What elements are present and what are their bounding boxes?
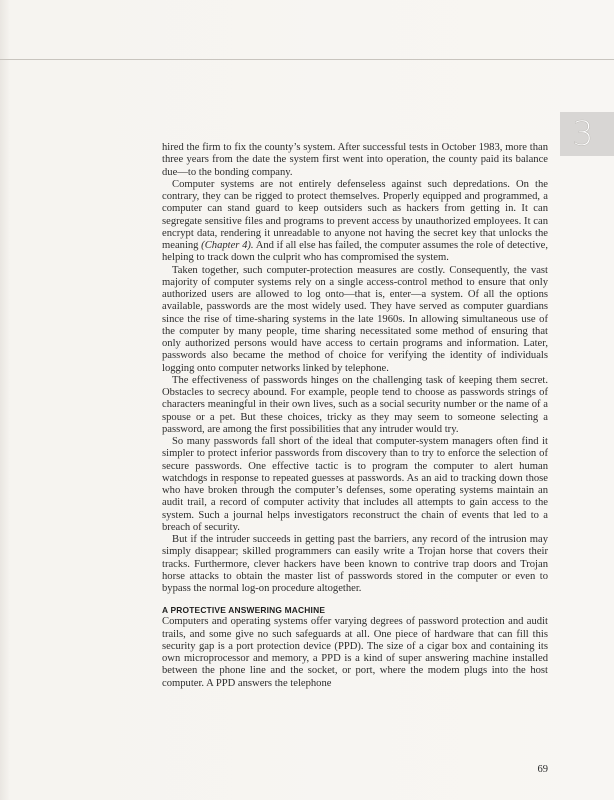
paragraph-6: But if the intruder succeeds in getting past the barriers, any record of the intrusion may simply disappear; skilled programmers can easily write a Trojan horse that covers their tracks. Furthermore, clever hackers have been known to contrive trap doors and Trojan horse attacks to obtain the master list of passwords stored in the computer or even to bypass the normal log-on procedure altogether.	[162, 534, 548, 594]
section-heading: A PROTECTIVE ANSWERING MACHINE	[162, 605, 326, 616]
paragraph-2-text: Computer systems are not entirely defenseless against such depredations. On the contrary, they can be rigged to protect themselves. Properly equipped and programmed, a computer can stand guard to keep outsiders such as hackers from getting in. It can segregate sensitive files and programs to prevent access by unauthorized employees. It can encrypt data, rendering it unreadable to anyone not having the secret key that unlocks the meaning	[162, 178, 548, 251]
page-number: 69	[537, 764, 548, 775]
paragraph-2	[162, 179, 548, 265]
chapter-tab	[560, 112, 614, 156]
chapter-number: 3	[572, 114, 594, 154]
section-paragraph: Computers and operating systems offer varying degrees of password protection and audit trails, and some give no such safeguards at all. One piece of hardware that can fill this security gap is a port protection device (PPD). The size of a cigar box and containing its own microprocessor and memory, a PPD is a kind of super answering machine installed between the phone line and the socket, or port, where the modem plugs into the host computer. A PPD answers the telephone	[162, 616, 548, 689]
paragraph-3: Taken together, such computer-protection measures are costly. Consequently, the vast majority of computer systems rely on a single access-control method to ensure that only authorized users are allowed to log onto—that is, enter—a system. Of all the options available, passwords are the most widely used. They have served as computer guardians since the rise of time-sharing systems in the late 1960s. In allowing simultaneous use of the computer by many people, time sharing necessitated some method of ensuring that only authorized persons would have access to certain programs and information. Later, passwords also became the method of choice for verifying the identity of individuals logging onto computer networks linked by telephone.	[162, 264, 548, 374]
page-top-edge	[0, 59, 614, 60]
paragraph-4: The effectiveness of passwords hinges on the challenging task of keeping them secret. Obstacles to secrecy abound. For example, people tend to choose as passwords strings of characters meaningful in their own lives, such as a social security number or the name of a spouse or a pet. But these choices, tricky as they may seem to someone selecting a password, are among the first possibilities that any intruder would try.	[162, 374, 548, 435]
paragraph-1: hired the firm to fix the county’s system. After successful tests in October 1983, more than three years from the date the system first went into operation, the county paid its balance due—to the bonding company.	[162, 142, 548, 178]
body-text	[162, 142, 548, 690]
chapter-reference: (Chapter 4).	[201, 240, 254, 251]
paragraph-2-text-after: And if all else has failed, the computer assumes the role of detective, helping to track down the culprit who has compromised the system.	[162, 240, 548, 264]
paragraph-5: So many passwords fall short of the ideal that computer-system managers often find it simpler to protect inferior passwords from discovery than to try to enforce the selection of secure passwords. One effective tactic is to program the computer to alert human watchdogs in response to repeated guesses at passwords. As an aid to tracking down those who have broken through the computer’s defenses, some operating systems maintain an audit trail, a record of computer activity that includes all attempts to gain access to the system. Such a journal helps investigators reconstruct the chain of events that led to a breach of security.	[162, 436, 548, 533]
